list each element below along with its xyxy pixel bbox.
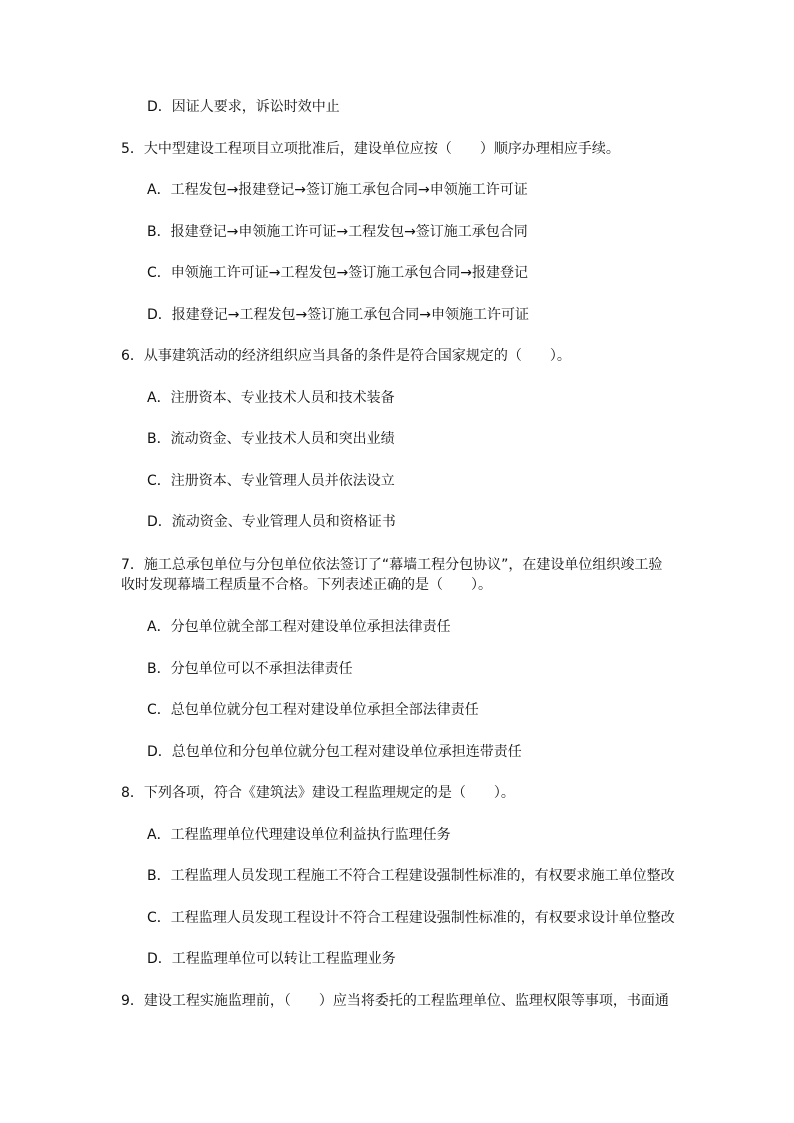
q8-stem: 8．下列各项，符合《建筑法》建设工程监理规定的是（ ）。 xyxy=(121,785,515,801)
q7-option-b: B．分包单位可以不承担法律责任 xyxy=(147,661,353,677)
q8-option-b: B．工程监理人员发现工程施工不符合工程建设强制性标准的，有权要求施工单位整改 xyxy=(147,868,675,884)
q5-stem: 5．大中型建设工程项目立项批准后，建设单位应按（ ）顺序办理相应手续。 xyxy=(121,141,620,157)
q6-stem: 6．从事建筑活动的经济组织应当具备的条件是符合国家规定的（ ）。 xyxy=(121,348,571,364)
q8-option-d: D．工程监理单位可以转让工程监理业务 xyxy=(147,951,396,967)
q7-option-c: C．总包单位就分包工程对建设单位承担全部法律责任 xyxy=(147,702,479,718)
q8-option-a: A．工程监理单位代理建设单位利益执行监理任务 xyxy=(147,827,451,843)
q5-option-d: D．报建登记→工程发包→签订施工承包合同→申领施工许可证 xyxy=(147,307,529,323)
q6-option-b: B．流动资金、专业技术人员和突出业绩 xyxy=(147,431,395,447)
q6-option-c: C．注册资本、专业管理人员并依法设立 xyxy=(147,473,395,489)
q7-stem-line-1: 7．施工总承包单位与分包单位依法签订了“幕墙工程分包协议”，在建设单位组织竣工验 xyxy=(121,557,663,573)
q5-option-c: C．申领施工许可证→工程发包→签订施工承包合同→报建登记 xyxy=(147,265,528,281)
q9-stem: 9．建设工程实施监理前，（ ）应当将委托的工程监理单位、监理权限等事项，书面通 xyxy=(121,993,669,1009)
q5-option-b: B．报建登记→申领施工许可证→工程发包→签订施工承包合同 xyxy=(147,224,528,240)
q7-stem-line-2: 收时发现幕墙工程质量不合格。下列表述正确的是（ ）。 xyxy=(121,577,492,593)
q4-option-d: D．因证人要求，诉讼时效中止 xyxy=(147,99,340,115)
q7-option-d: D．总包单位和分包单位就分包工程对建设单位承担连带责任 xyxy=(147,744,522,760)
q6-option-a: A．注册资本、专业技术人员和技术装备 xyxy=(147,390,395,406)
q5-option-a: A．工程发包→报建登记→签订施工承包合同→申领施工许可证 xyxy=(147,182,528,198)
q7-option-a: A．分包单位就全部工程对建设单位承担法律责任 xyxy=(147,619,451,635)
q8-option-c: C．工程监理人员发现工程设计不符合工程建设强制性标准的，有权要求设计单位整改 xyxy=(147,910,675,926)
q6-option-d: D．流动资金、专业管理人员和资格证书 xyxy=(147,514,396,530)
